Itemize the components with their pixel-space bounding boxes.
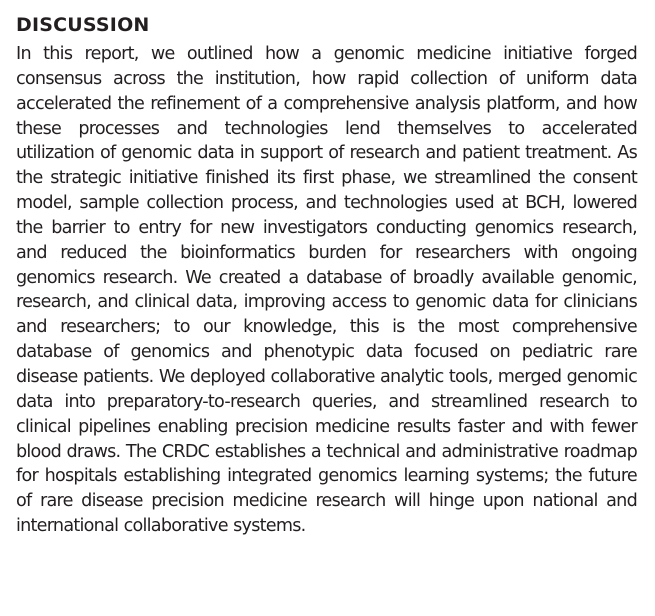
section-heading: DISCUSSION bbox=[16, 14, 150, 36]
discussion-paragraph: In this report, we outlined how a genomic medicine initiative forged consensus across the institution, how rapid collection of uniform data accelerated the refinement of a comprehensive analysis platform, and how these processes and technologies lend themselves to accelerated utilization of genomic data in support of research and patient treatment. As the strategic initiative finished its first phase, we streamlined the consent model, sample collection process, and technologies used at BCH, lowered the barrier to entry for new investigators conducting genomics research, and reduced the bioinformatics burden for researchers with ongoing genomics research. We created a database of broadly available genomic, research, and clinical data, improving access to genomic data for clinicians and researchers; to our knowledge, this is the most comprehensive database of genomics and phenotypic data focused on pediatric rare disease patients. We deployed collaborative analytic tools, merged genomic data into preparatory-to-research queries, and streamlined research to clinical pipelines enabling precision medicine results faster and with fewer blood draws. The CRDC establishes a technical and administrative roadmap for hospitals establishing integrated genomics learning systems; the future of rare disease precision medicine research will hinge upon national and international collaborative systems. bbox=[16, 44, 637, 537]
discussion-section bbox=[16, 12, 637, 539]
